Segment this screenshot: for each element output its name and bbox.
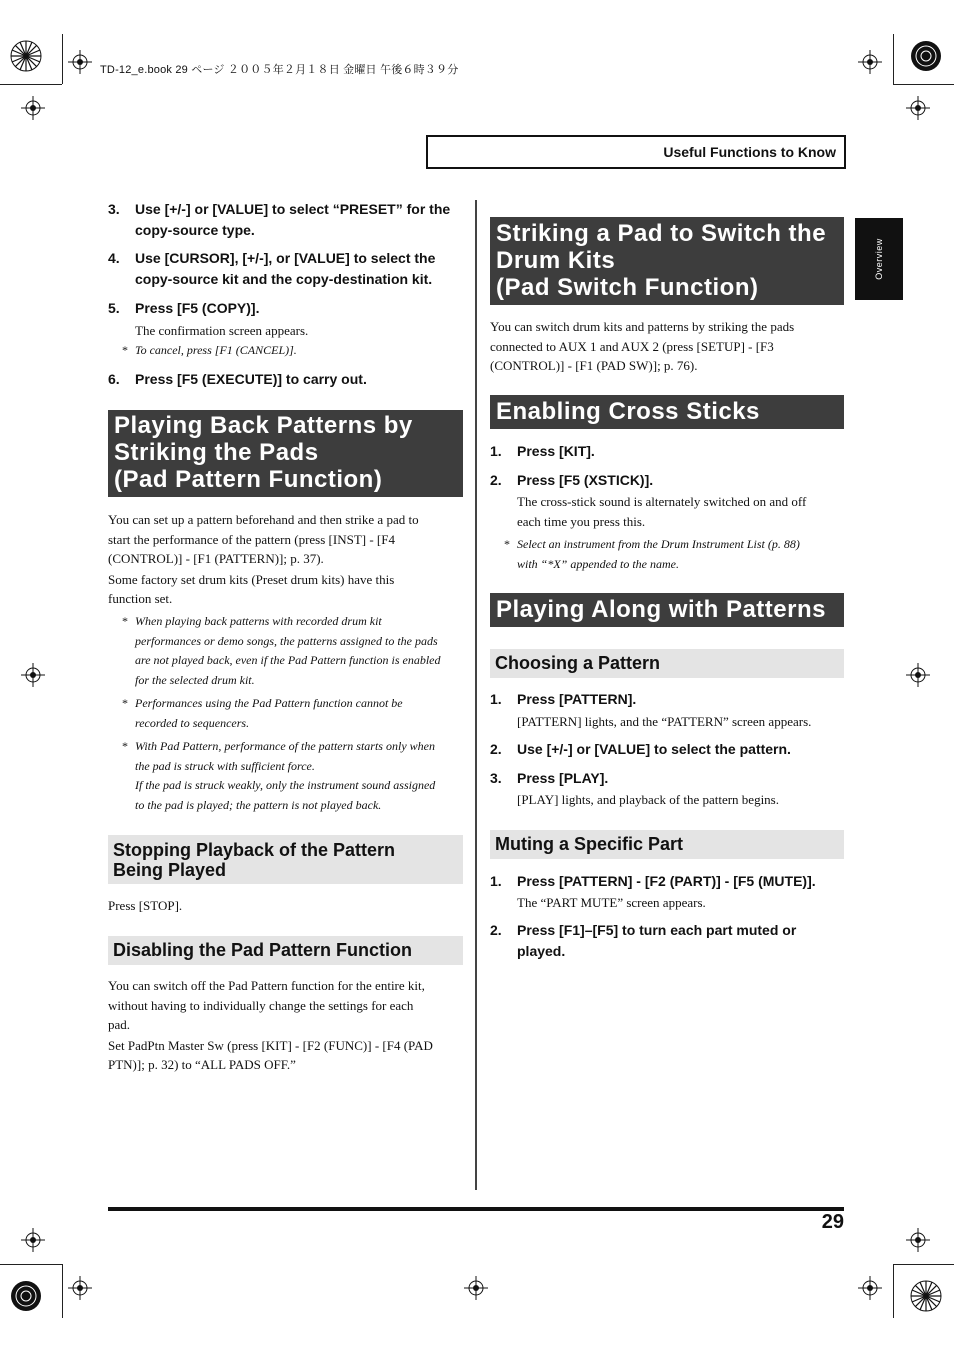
step-number: 3.: [490, 770, 502, 786]
step-6: [108, 369, 468, 391]
section-heading-line: Playing Along with Patterns: [496, 596, 826, 623]
step-number: 1.: [490, 443, 502, 459]
note: * To cancel, press [F1 (CANCEL)].: [122, 341, 462, 361]
section-heading: [108, 410, 463, 497]
subsection-body: [108, 976, 468, 1075]
note-line: With Pad Pattern, performance of the pattern starts only when: [135, 739, 435, 753]
subsection-heading: [490, 830, 844, 859]
page-number: 29: [821, 1211, 844, 1233]
crosshair-mark-icon: [858, 50, 882, 74]
crosshair-mark-icon: [464, 1276, 488, 1300]
step-text: Press [F5 (XSTICK)].: [517, 472, 654, 488]
section-heading: [490, 395, 844, 429]
subsection-heading: [108, 936, 463, 965]
step-3: [490, 768, 844, 790]
footer-rule: [108, 1207, 844, 1211]
body-line: without having to individually change the settings for each: [108, 997, 414, 1013]
step-text: copy-source kit and the copy-destination kit.: [135, 271, 433, 287]
body-line: (CONTROL)] - [F1 (PAD SW)]; p. 76).: [490, 358, 698, 373]
crosshair-mark-icon: [906, 96, 930, 120]
body-line: each time you press this.: [517, 513, 646, 529]
note-line: the pad is struck with sufficient force.: [135, 758, 315, 773]
note-line: performances or demo songs, the patterns assigned to the pads: [135, 633, 438, 648]
crosshair-mark-icon: [68, 50, 92, 74]
note-line: recorded to sequencers.: [135, 715, 250, 730]
crosshair-mark-icon: [906, 1228, 930, 1252]
step-number: 2.: [490, 741, 502, 757]
step-text: Press [PLAY].: [517, 770, 609, 786]
note-line: When playing back patterns with recorded drum kit: [135, 614, 382, 628]
subsection-heading-line: Being Played: [113, 860, 227, 880]
step-body: [PLAY] lights, and playback of the pattern begins.: [517, 792, 779, 807]
step-number: 3.: [108, 201, 120, 217]
step-5-body: The confirmation screen appears.: [135, 323, 309, 338]
note-line: Select an instrument from the Drum Instrument List (p. 88): [517, 537, 800, 551]
registration-mark-icon: [10, 1280, 42, 1312]
section-body: [108, 510, 468, 609]
book-file-label: TD-12_e.book 29 ページ ２００５年２月１８日 金曜日 午後６時３９分: [100, 64, 459, 76]
subsection-heading: [490, 649, 844, 678]
crosshair-mark-icon: [21, 1228, 45, 1252]
step-number: 1.: [490, 691, 502, 707]
step-text: Use [CURSOR], [+/-], or [VALUE] to select the: [135, 250, 436, 266]
crosshair-mark-icon: [858, 1276, 882, 1300]
subsection-heading-line: Muting a Specific Part: [495, 834, 684, 854]
body-line: Set PadPtn Master Sw (press [KIT] - [F2 (FUNC)] - [F4 (PAD: [108, 1037, 433, 1053]
step-3: [108, 199, 468, 243]
step-2: [490, 470, 844, 492]
step-number: 6.: [108, 371, 120, 387]
note: * Select an instrument from the Drum Instrument List (p. 88) with “*X” appended to the name.: [504, 535, 844, 575]
step-text: Press [F5 (EXECUTE)] to carry out.: [135, 371, 367, 387]
section-heading-line: (Pad Switch Function): [496, 274, 759, 301]
registration-mark-icon: [910, 1280, 942, 1312]
section-heading: [490, 593, 844, 627]
step-text: Use [+/-] or [VALUE] to select the pattern.: [517, 741, 791, 757]
side-tab-label: Overview: [874, 238, 884, 280]
running-header-title: Useful Functions to Know: [663, 144, 836, 160]
subsection-heading-line: Stopping Playback of the Pattern: [113, 840, 396, 860]
note-line: If the pad is struck weakly, only the instrument sound assigned: [135, 778, 436, 792]
step-number: 2.: [490, 472, 502, 488]
section-heading-line: (Pad Pattern Function): [114, 466, 383, 493]
step-2: [490, 920, 844, 964]
crosshair-mark-icon: [906, 663, 930, 687]
step-text: Press [F1]–[F5] to turn each part muted or: [517, 922, 797, 938]
step-5: [108, 298, 468, 320]
step-text: Use [+/-] or [VALUE] to select “PRESET” for the: [135, 201, 451, 217]
body-line: PTN)]; p. 32) to “ALL PADS OFF.”: [108, 1057, 296, 1072]
body-line: You can set up a pattern beforehand and then strike a pad to: [108, 512, 419, 527]
body-line: (CONTROL)] - [F1 (PATTERN)]; p. 37).: [108, 551, 324, 566]
step-text: Press [KIT].: [517, 443, 595, 459]
subsection-body: Press [STOP].: [108, 898, 183, 913]
note: * Performances using the Pad Pattern function cannot be recorded to sequencers.: [122, 694, 467, 734]
registration-mark-icon: [910, 40, 942, 72]
step-body: [517, 492, 847, 531]
step-body: The “PART MUTE” screen appears.: [517, 895, 706, 910]
section-body: [490, 317, 844, 376]
note-line: are not played back, even if the Pad Pattern function is enabled: [135, 653, 441, 667]
step-number: 4.: [108, 250, 120, 266]
note-text: To cancel, press [F1 (CANCEL)].: [135, 343, 297, 357]
note: * With Pad Pattern, performance of the pattern starts only when the pad is struck with sufficient force. If the pad is struck weakly, only the instrument sound assigned to the pad is played; the pattern is not played back.: [122, 737, 467, 817]
note-line: for the selected drum kit.: [135, 672, 255, 687]
step-4: [108, 248, 468, 292]
section-heading-line: Striking the Pads: [114, 439, 319, 466]
subsection-heading: [108, 835, 463, 884]
section-heading-line: Playing Back Patterns by: [114, 412, 413, 439]
crosshair-mark-icon: [21, 663, 45, 687]
step-1: [490, 441, 844, 463]
note: * When playing back patterns with recorded drum kit performances or demo songs, the patterns assigned to the pads are not played back, even if the Pad Pattern function is enabled for the selected drum kit.: [122, 612, 467, 692]
column-divider: [475, 200, 477, 1190]
side-tab: [855, 218, 903, 300]
running-header: [426, 135, 846, 169]
step-number: 2.: [490, 922, 502, 938]
crosshair-mark-icon: [68, 1276, 92, 1300]
note-line: with “*X” appended to the name.: [517, 556, 679, 571]
step-text: copy-source type.: [135, 222, 255, 238]
section-heading-line: Drum Kits: [496, 247, 616, 274]
step-number: 1.: [490, 873, 502, 889]
body-line: The cross-stick sound is alternately switched on and off: [517, 494, 807, 509]
crosshair-mark-icon: [21, 96, 45, 120]
registration-mark-icon: [10, 40, 42, 72]
step-2: [490, 739, 844, 761]
section-heading: [490, 217, 844, 305]
step-1: [490, 689, 844, 711]
step-text: Press [F5 (COPY)].: [135, 300, 260, 316]
step-text: Press [PATTERN].: [517, 691, 637, 707]
body-line: You can switch drum kits and patterns by striking the pads: [490, 319, 795, 334]
step-number: 5.: [108, 300, 120, 316]
step-text: played.: [517, 943, 566, 959]
body-line: Some factory set drum kits (Preset drum kits) have this: [108, 571, 395, 587]
subsection-heading-line: Choosing a Pattern: [495, 653, 661, 673]
section-heading-line: Enabling Cross Sticks: [496, 398, 760, 425]
note-line: to the pad is played; the pattern is not played back.: [135, 797, 382, 812]
body-line: You can switch off the Pad Pattern function for the entire kit,: [108, 978, 425, 993]
body-line: function set.: [108, 591, 173, 606]
body-line: pad.: [108, 1017, 131, 1032]
step-1: [490, 871, 844, 893]
subsection-heading-line: Disabling the Pad Pattern Function: [113, 940, 413, 960]
note-line: Performances using the Pad Pattern function cannot be: [135, 696, 403, 710]
body-line: connected to AUX 1 and AUX 2 (press [SETUP] - [F3: [490, 338, 774, 354]
section-heading-line: Striking a Pad to Switch the: [496, 220, 827, 247]
step-body: [PATTERN] lights, and the “PATTERN” screen appears.: [517, 714, 812, 729]
step-text: Press [PATTERN] - [F2 (PART)] - [F5 (MUTE)].: [517, 873, 816, 889]
body-line: start the performance of the pattern (press [INST] - [F4: [108, 531, 395, 547]
